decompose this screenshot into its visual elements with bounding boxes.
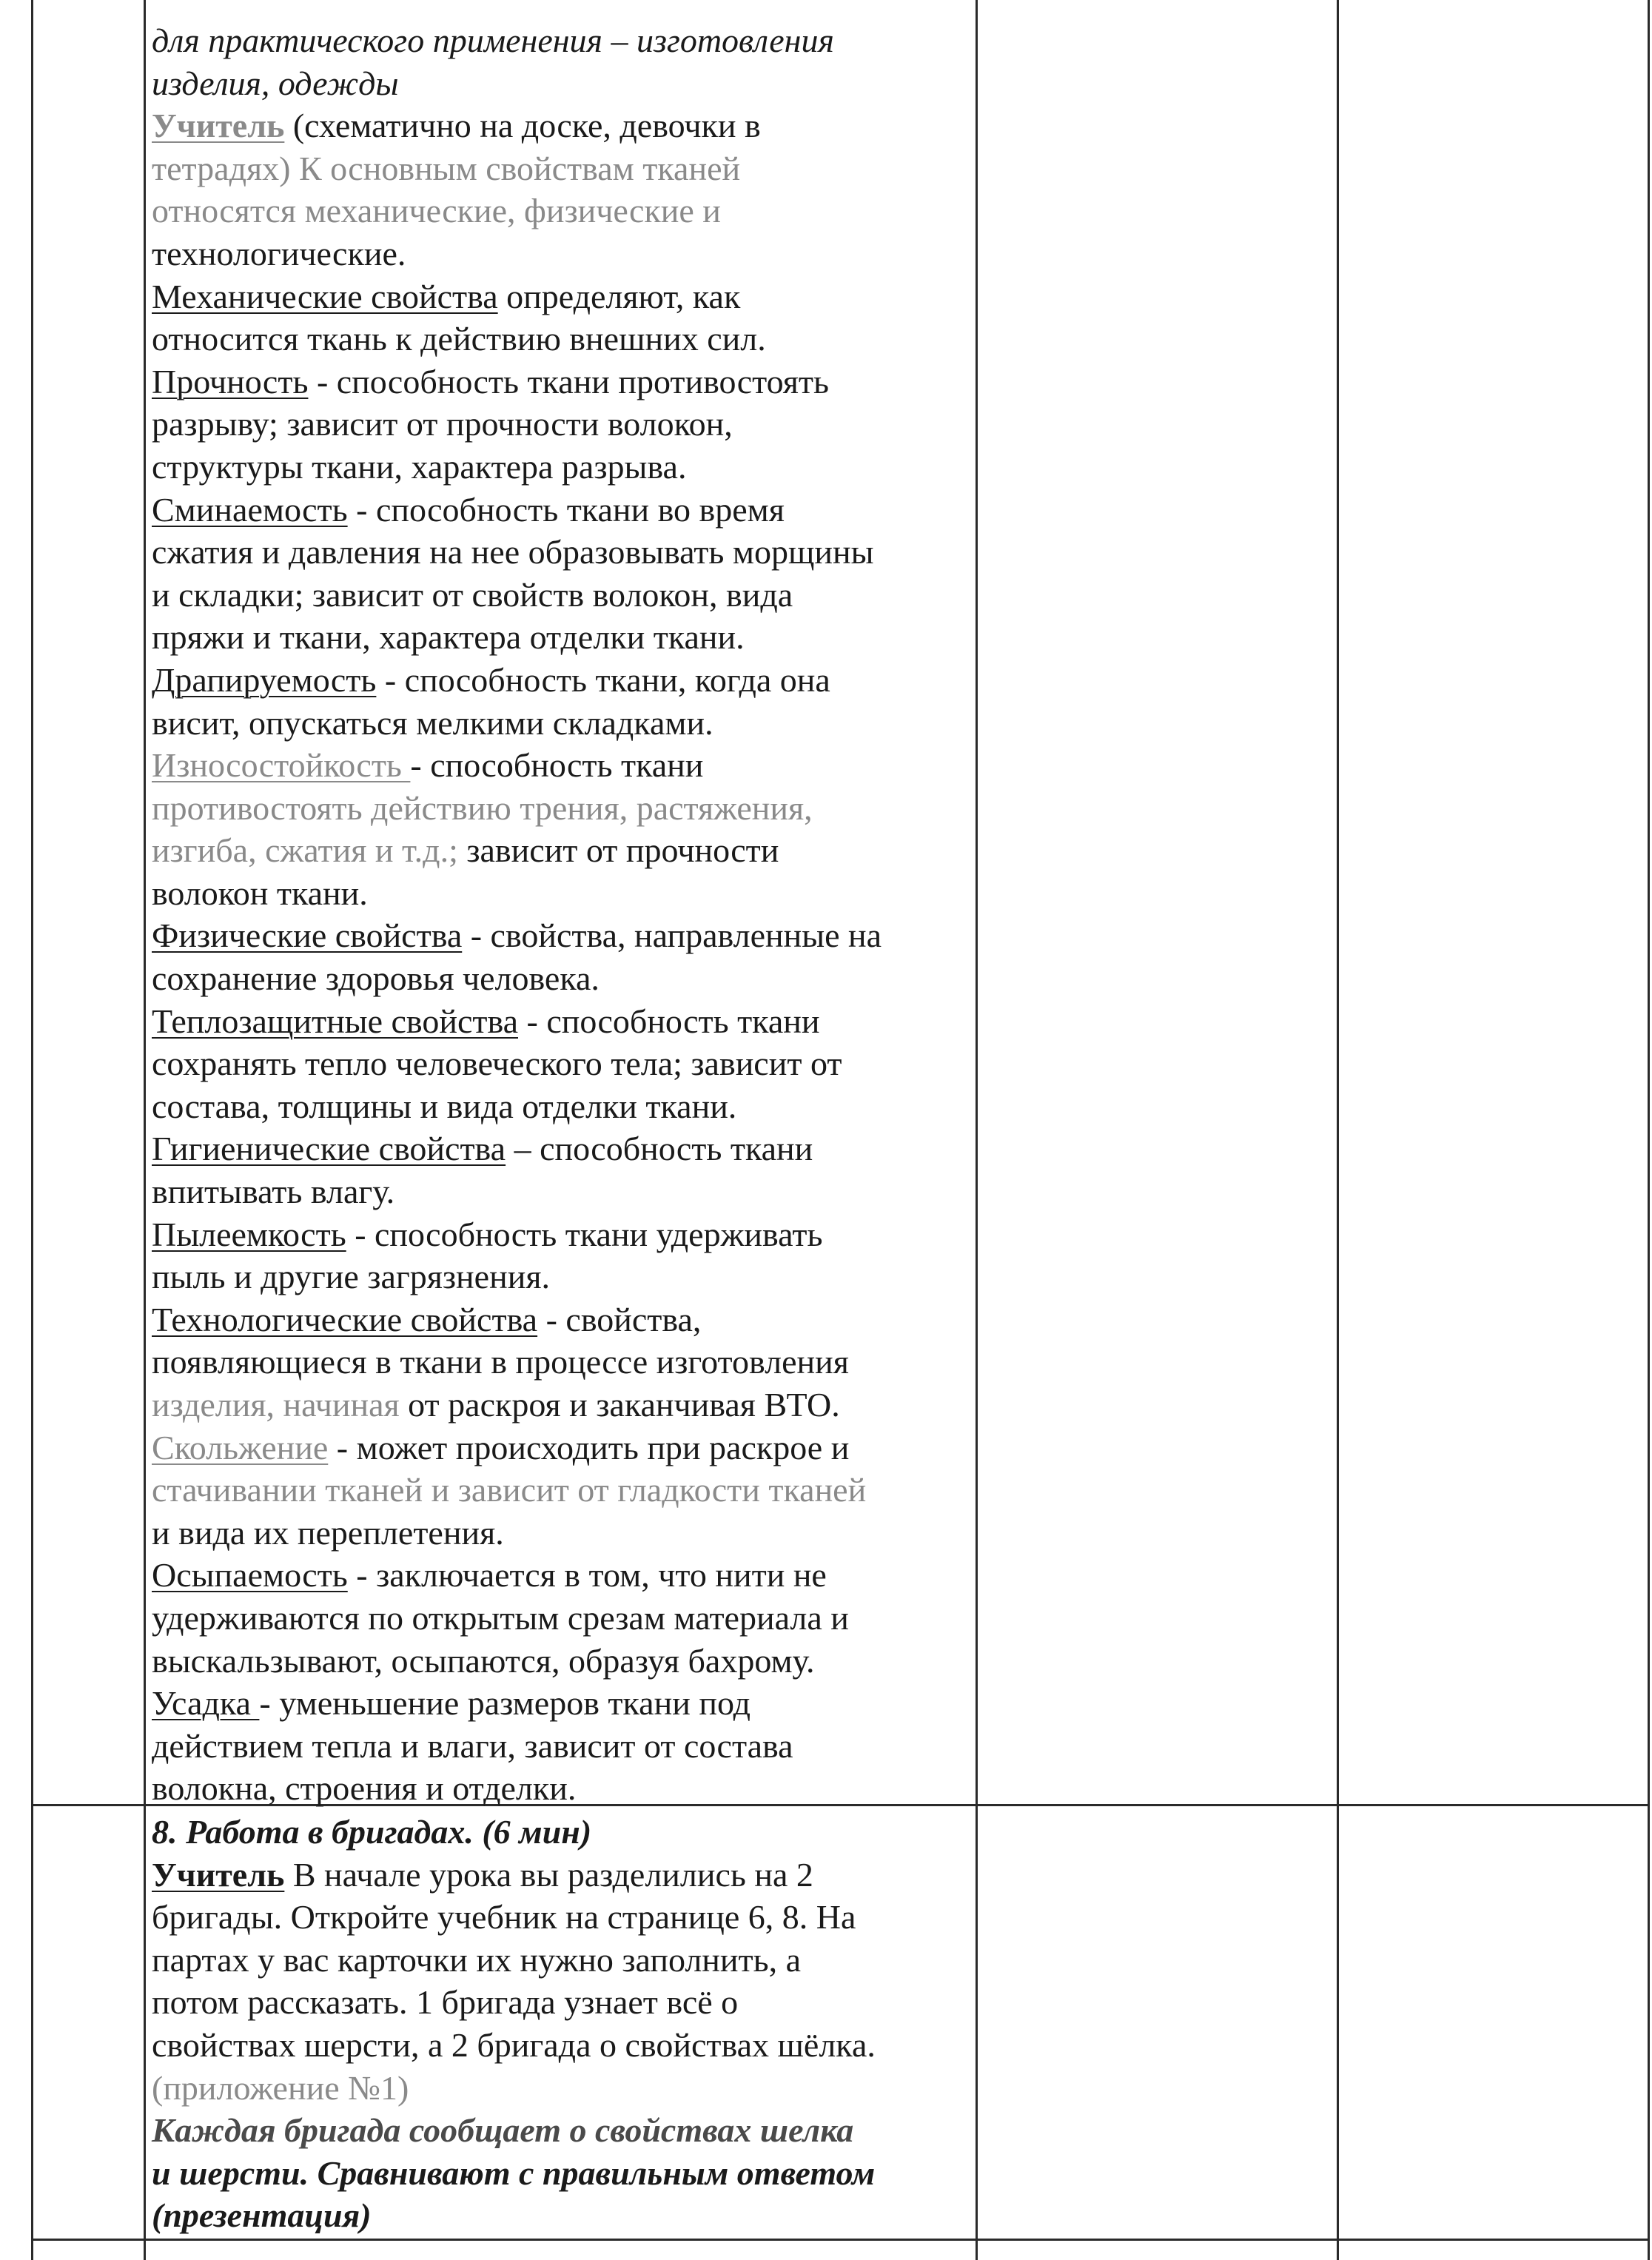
teacher-line: относятся механические, физические и <box>152 192 721 230</box>
shrink-line: действием тепла и влаги, зависит от состава <box>152 1726 793 1765</box>
table-divider-col3 <box>1337 0 1339 2260</box>
row2-content-cell <box>152 1811 972 2237</box>
dust-line: пыль и другие загрязнения. <box>152 1258 550 1296</box>
hygiene-definition: Гигиенические свойства – способность ткани <box>152 1130 813 1168</box>
table-divider-col2 <box>976 0 978 2260</box>
technological-properties: Технологические свойства - свойства, <box>152 1300 702 1338</box>
teacher-line: потом рассказать. 1 бригада узнает всё о <box>152 1983 739 2022</box>
slip-line: стачивании тканей и зависит от гладкости тканей <box>152 1471 867 1509</box>
teacher-paragraph: Учитель В начале урока вы разделились на 2 <box>152 1855 813 1894</box>
crease-line: сжатия и давления на нее образовывать морщины <box>152 533 874 571</box>
drape-line: висит, опускаться мелкими складками. <box>152 703 713 742</box>
teacher-line: партах у вас карточки их нужно заполнить, а <box>152 1940 802 1979</box>
physical-properties: Физические свойства - свойства, направленные на <box>152 916 882 955</box>
heat-line: состава, толщины и вида отделки ткани. <box>152 1087 737 1125</box>
teacher-paragraph: Учитель (схематично на доске, девочки в <box>152 107 761 145</box>
brigade-task-line: Каждая бригада сообщает о свойствах шелка <box>152 2111 854 2150</box>
slip-definition: Скольжение - может происходить при раскрое и <box>152 1428 850 1466</box>
heat-line: сохранять тепло человеческого тела; зависит от <box>152 1045 842 1083</box>
drape-definition: Драпируемость - способность ткани, когда она <box>152 660 830 699</box>
crease-line: пряжи и ткани, характера отделки ткани. <box>152 618 745 657</box>
table-border-bottom <box>31 2239 1650 2241</box>
table-divider-col1 <box>144 0 146 2260</box>
teacher-line: тетрадях) К основным свойствам тканей <box>152 149 741 187</box>
shrink-definition: Усадка - уменьшение размеров ткани под <box>152 1684 751 1723</box>
teacher-line: технологические. <box>152 234 406 272</box>
strength-line: разрыву; зависит от прочности волокон, <box>152 405 733 443</box>
crease-line: и складки; зависит от свойств волокон, вида <box>152 575 793 614</box>
wear-line: противостоять действию трения, растяжения, <box>152 788 813 827</box>
fray-line: удерживаются по открытым срезам материала и <box>152 1598 849 1637</box>
hygiene-line: впитывать влагу. <box>152 1173 395 1211</box>
strength-line: структуры ткани, характера разрыва. <box>152 447 687 486</box>
strength-definition: Прочность - способность ткани противостоять <box>152 362 829 400</box>
appendix-reference: (приложение №1) <box>152 2068 409 2107</box>
wear-line: изгиба, сжатия и т.д.; зависит от прочности <box>152 831 779 870</box>
teacher-line: бригады. Откройте учебник на странице 6, 8. На <box>152 1898 856 1937</box>
table-border-right <box>1648 0 1650 2260</box>
section-heading: 8. Работа в бригадах. (6 мин) <box>152 1813 592 1851</box>
fray-definition: Осыпаемость - заключается в том, что нити не <box>152 1556 827 1595</box>
row1-content-cell <box>152 19 972 1810</box>
brigade-task-line: (презентация) <box>152 2196 372 2235</box>
teacher-line: свойствах шерсти, а 2 бригада о свойствах шёлка. <box>152 2025 876 2064</box>
mechanical-properties: Механические свойства определяют, как <box>152 277 741 315</box>
table-border-left <box>31 0 33 2260</box>
intro-line: для практического применения – изготовления <box>152 21 834 59</box>
teacher-label: Учитель <box>152 107 285 145</box>
wear-definition: Износостойкость - способность ткани <box>152 746 704 785</box>
teacher-label: Учитель <box>152 1855 285 1894</box>
fray-line: выскальзывают, осыпаются, образуя бахрому. <box>152 1641 815 1680</box>
mechanical-properties-line: относится ткань к действию внешних сил. <box>152 320 766 358</box>
heat-definition: Теплозащитные свойства - способность ткани <box>152 1002 820 1040</box>
technological-line: появляющиеся в ткани в процессе изготовления <box>152 1343 849 1381</box>
shrink-line: волокна, строения и отделки. <box>152 1769 577 1808</box>
physical-properties-line: сохранение здоровья человека. <box>152 959 600 998</box>
brigade-task-line: и шерсти. Сравнивают с правильным ответом <box>152 2153 876 2192</box>
dust-definition: Пылеемкость - способность ткани удерживать <box>152 1215 823 1253</box>
crease-definition: Сминаемость - способность ткани во время <box>152 490 785 529</box>
intro-line: изделия, одежды <box>152 64 399 102</box>
slip-line: и вида их переплетения. <box>152 1513 504 1552</box>
technological-line: изделия, начиная от раскроя и заканчивая ВТО. <box>152 1386 840 1424</box>
wear-line: волокон ткани. <box>152 874 368 912</box>
